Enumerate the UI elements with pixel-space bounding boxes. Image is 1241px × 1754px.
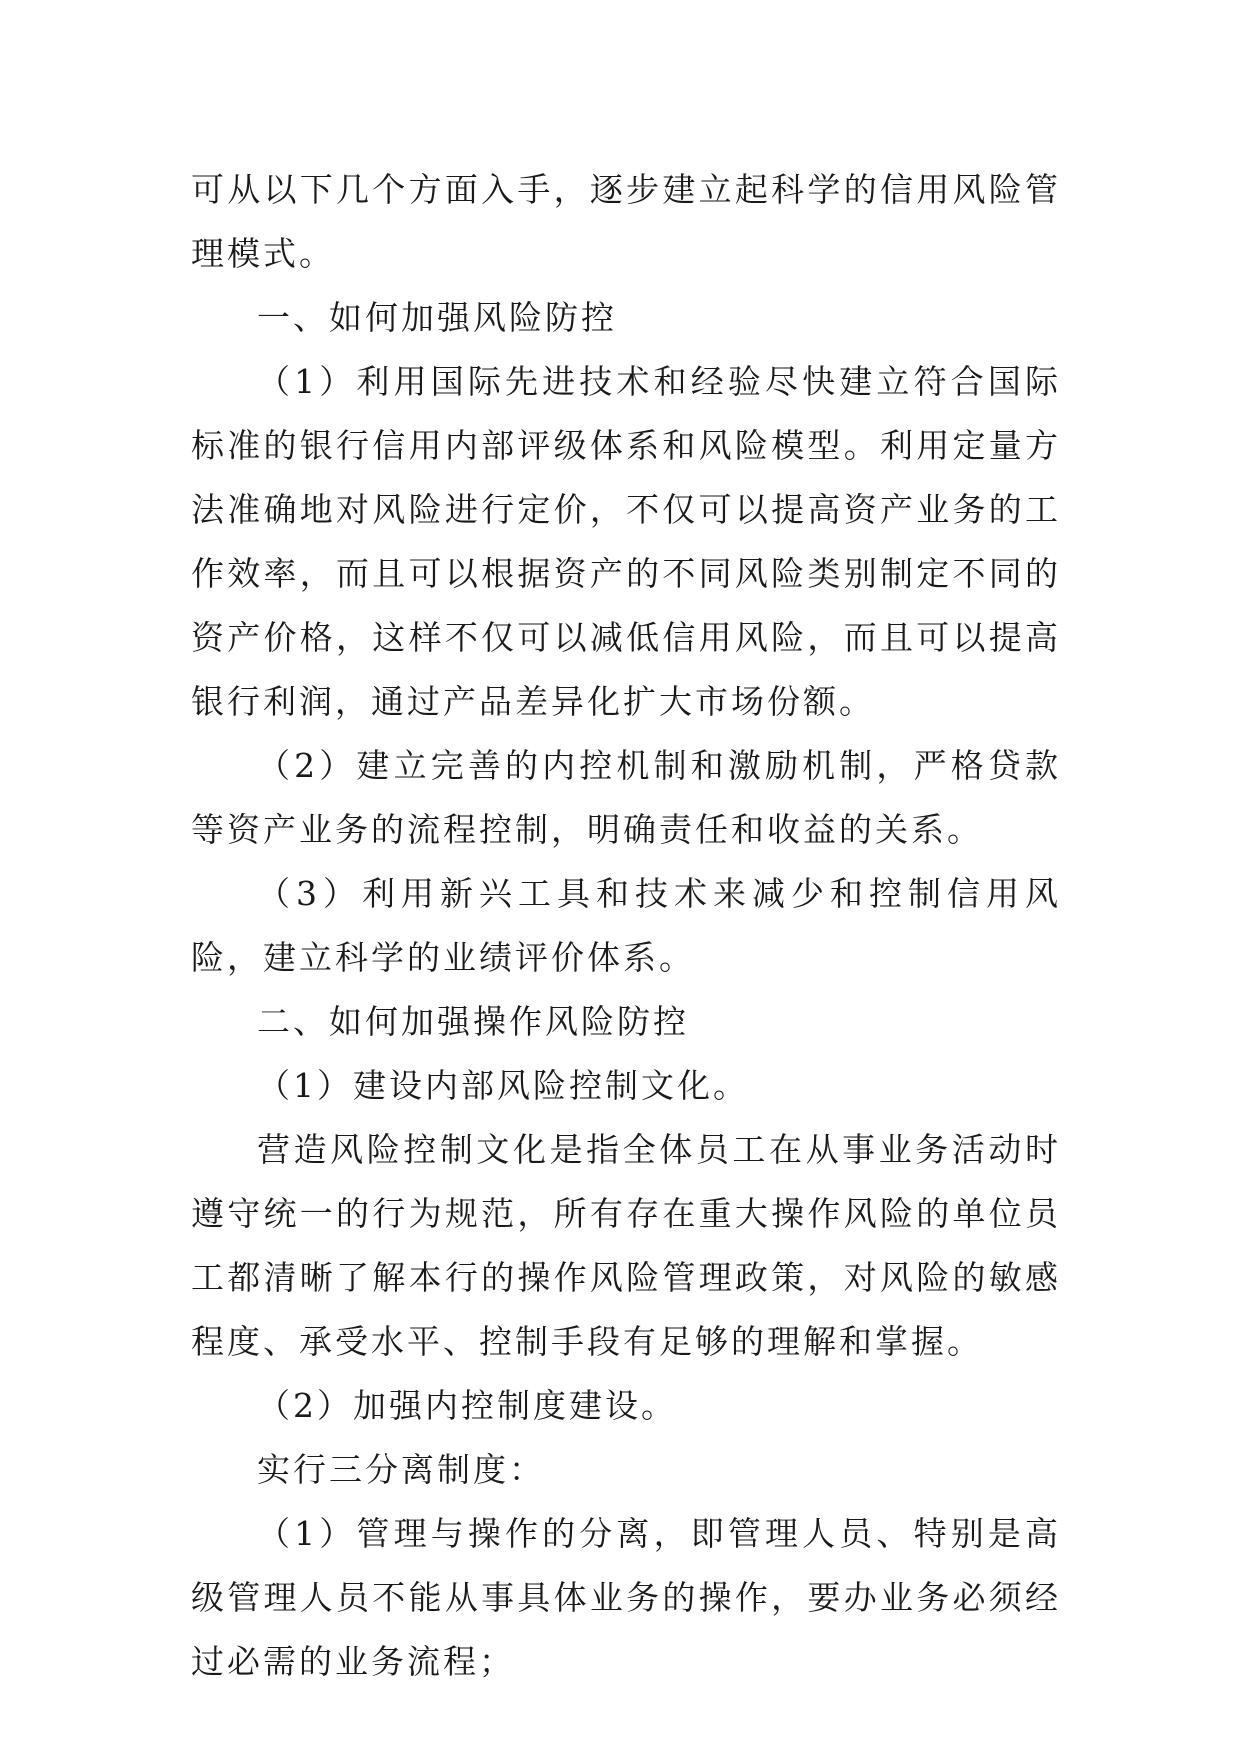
- document-body: [191, 158, 1061, 1694]
- paragraph-2-2-intro: 实行三分离制度：: [257, 1450, 545, 1489]
- section-heading-2: 二、如何加强操作风险防控: [257, 1002, 689, 1041]
- paragraph-intro: 可从以下几个方面入手，逐步建立起科学的信用风险管理模式。: [191, 170, 1061, 273]
- paragraph-2-2-item-1: （1）管理与操作的分离，即管理人员、特别是高级管理人员不能从事具体业务的操作，要办业务必须经过必需的业务流程；: [191, 1514, 1061, 1681]
- section-heading-1: 一、如何加强风险防控: [257, 298, 617, 337]
- paragraph-1-3: （3）利用新兴工具和技术来减少和控制信用风险，建立科学的业绩评价体系。: [191, 874, 1061, 977]
- paragraph-1-2: （2）建立完善的内控机制和激励机制，严格贷款等资产业务的流程控制，明确责任和收益的关系。: [191, 746, 1061, 849]
- paragraph-2-1-title: （1）建设内部风险控制文化。: [257, 1066, 749, 1105]
- paragraph-2-1-body: 营造风险控制文化是指全体员工在从事业务活动时遵守统一的行为规范，所有存在重大操作风险的单位员工都清晰了解本行的操作风险管理政策，对风险的敏感程度、承受水平、控制手段有足够的理解和掌握。: [191, 1130, 1061, 1361]
- paragraph-2-2-title: （2）加强内控制度建设。: [257, 1386, 677, 1425]
- paragraph-1-1: （1）利用国际先进技术和经验尽快建立符合国际标准的银行信用内部评级体系和风险模型。利用定量方法准确地对风险进行定价，不仅可以提高资产业务的工作效率，而且可以根据资产的不同风险类别制定不同的资产价格，这样不仅可以减低信用风险，而且可以提高银行利润，通过产品差异化扩大市场份额。: [191, 362, 1061, 721]
